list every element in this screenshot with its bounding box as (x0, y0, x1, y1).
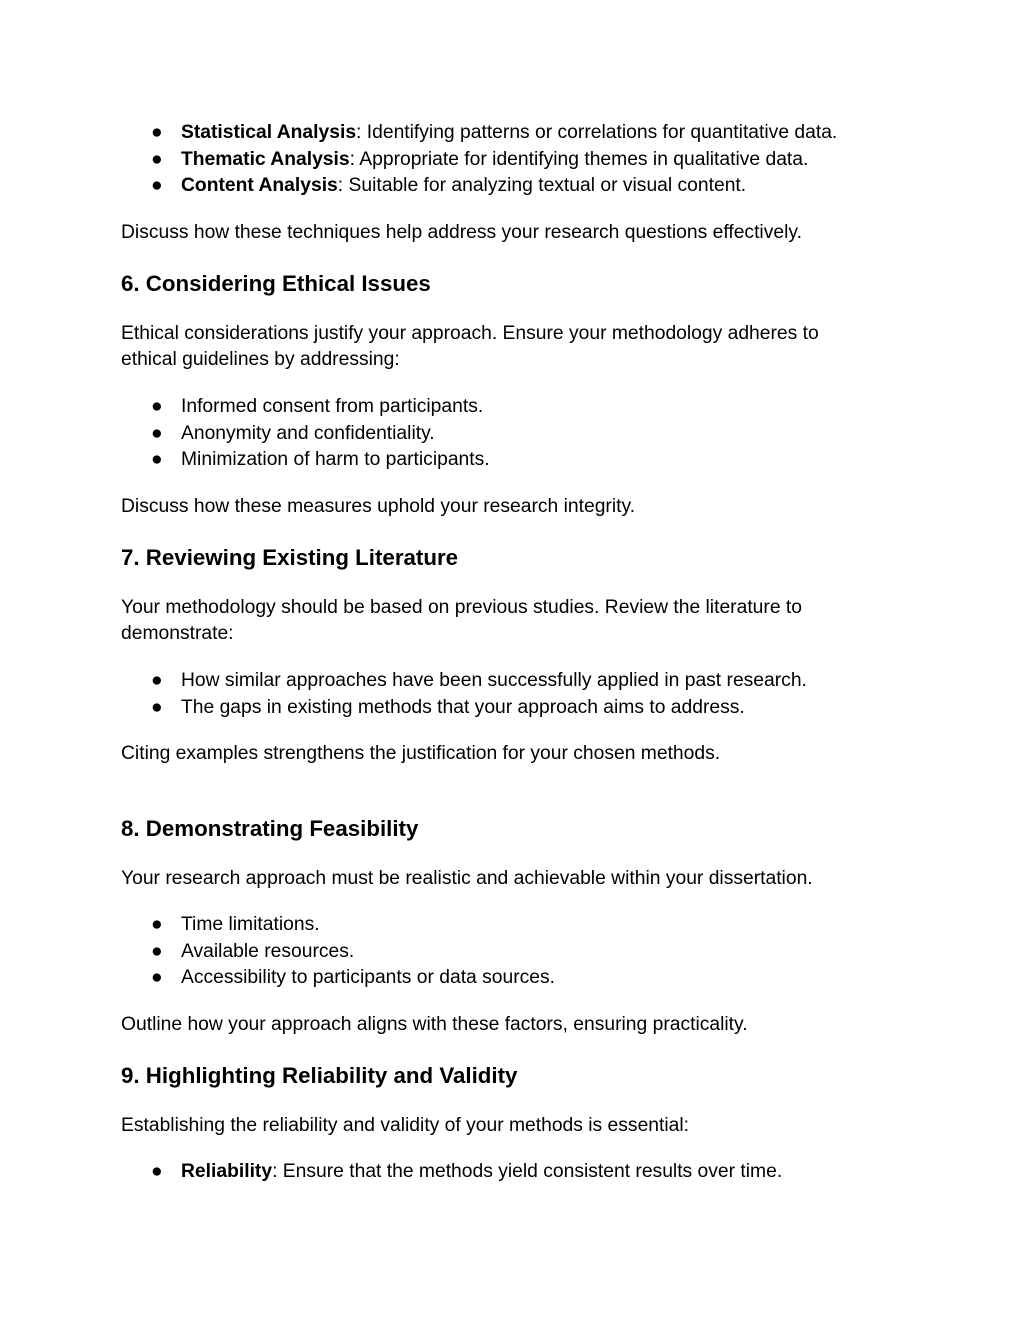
bullet-glyph: ● (151, 967, 163, 988)
section-heading: 7. Reviewing Existing Literature (121, 545, 459, 570)
list-item: Informed consent from participants. (181, 396, 484, 417)
section-heading: 8. Demonstrating Feasibility (121, 816, 419, 841)
paragraph: Citing examples strengthens the justification for your chosen methods. (121, 743, 721, 764)
bullet-glyph: ● (151, 914, 163, 935)
paragraph: ethical guidelines by addressing: (121, 349, 400, 370)
bullet-glyph: ● (151, 670, 163, 691)
bullet-glyph: ● (151, 149, 163, 170)
bullet-glyph: ● (151, 175, 163, 196)
list-item-term: Statistical Analysis (181, 122, 357, 143)
list-item: The gaps in existing methods that your approach aims to address. (181, 697, 745, 718)
paragraph: demonstrate: (121, 623, 234, 644)
section-heading: 9. Highlighting Reliability and Validity (121, 1063, 518, 1088)
list-item: Minimization of harm to participants. (181, 449, 490, 470)
list-item: How similar approaches have been successfully applied in past research. (181, 670, 807, 691)
paragraph: Establishing the reliability and validity of your methods is essential: (121, 1115, 690, 1136)
bullet-glyph: ● (151, 396, 163, 417)
list-item: Time limitations. (181, 914, 320, 935)
paragraph: Outline how your approach aligns with these factors, ensuring practicality. (121, 1014, 748, 1035)
paragraph: Ethical considerations justify your approach. Ensure your methodology adheres to (121, 323, 819, 344)
list-item: Anonymity and confidentiality. (181, 423, 435, 444)
paragraph: Discuss how these techniques help address your research questions effectively. (121, 222, 802, 243)
list-item (181, 1158, 782, 1185)
bullet-glyph: ● (151, 697, 163, 718)
list-item: Accessibility to participants or data sources. (181, 967, 556, 988)
list-item (181, 172, 746, 199)
list-item-desc: : Ensure that the methods yield consistent results over time. (272, 1161, 783, 1182)
bullet-glyph: ● (151, 941, 163, 962)
bullet-glyph: ● (151, 1161, 163, 1182)
list-item-desc: : Suitable for analyzing textual or visual content. (337, 175, 747, 196)
list-item-term: Content Analysis (181, 175, 338, 196)
list-item (181, 119, 837, 146)
bullet-glyph: ● (151, 423, 163, 444)
list-item: Available resources. (181, 941, 355, 962)
paragraph: Your methodology should be based on previous studies. Review the literature to (121, 597, 802, 618)
list-item-term: Thematic Analysis (181, 149, 350, 170)
section-heading: 6. Considering Ethical Issues (121, 271, 431, 296)
list-item-desc: : Identifying patterns or correlations for quantitative data. (356, 122, 838, 143)
paragraph: Discuss how these measures uphold your research integrity. (121, 496, 636, 517)
list-item (181, 146, 808, 173)
bullet-glyph: ● (151, 449, 163, 470)
bullet-glyph: ● (151, 122, 163, 143)
list-item-desc: : Appropriate for identifying themes in qualitative data. (349, 149, 809, 170)
paragraph: Your research approach must be realistic and achievable within your dissertation. (121, 868, 813, 889)
list-item-term: Reliability (181, 1161, 273, 1182)
